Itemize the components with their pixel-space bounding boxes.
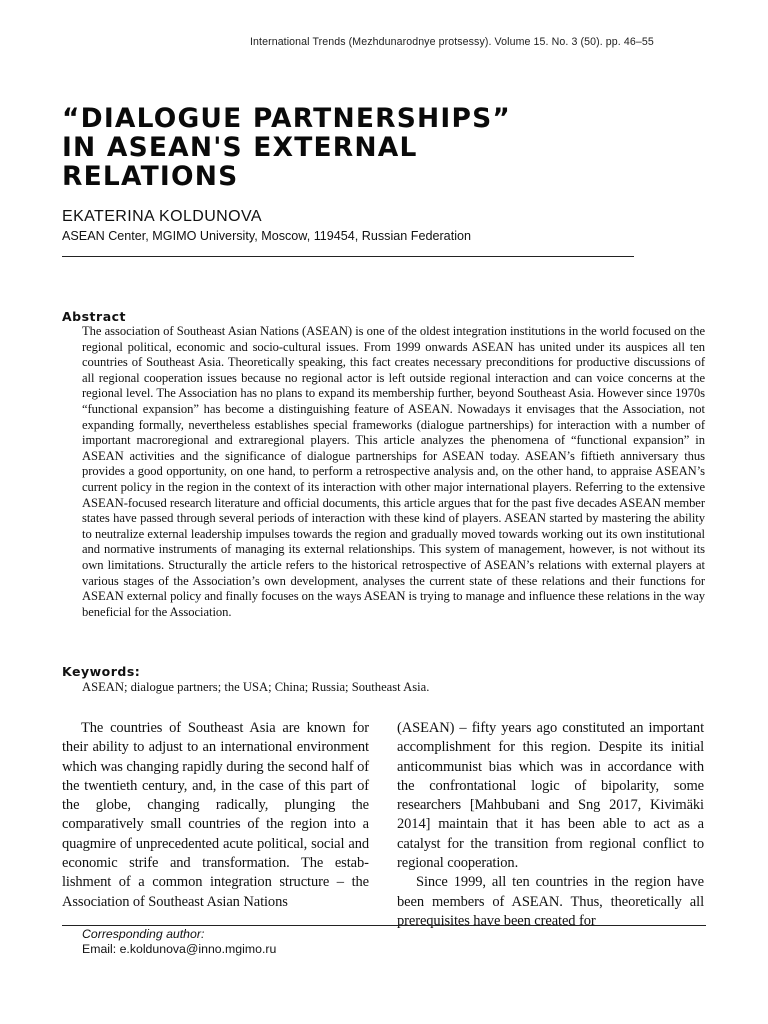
corresponding-author-label: Corresponding author:: [82, 927, 205, 941]
abstract-text: The association of Southeast Asian Nations (ASEAN) is one of the oldest integration institutions in the world focused on the regional political, economic and socio-cultural issues. From 1999 onwards ASEAN has united under its auspices all ten countries of Southeast Asia. Theoretically speaking, this fact creates necessary preconditions for productive discussions of all regional cooperation issues because no regional actor is left outside regional interaction and can voice concerns at the regional level. The Association has no plans to expand its membership further, beyond Southeast Asia. However since 1970s “functional expansion” has become a distinguishing feature of ASEAN. Nowadays it envisages that the Association, not expanding formally, nevertheless establishes special frameworks (dialogue partnerships) for interaction with a number of important macroregional and extraregional players. This article analyzes the phenomena of “functional expansion” in ASEAN activities and the significance of dialogue partnerships for ASEAN today. ASEAN’s fiftieth anniversary thus provides a good opportunity, on one hand, to perform a retrospective analysis and, on the other hand, to appraise ASEAN’s current policy in the region in the context of its interaction with other major international players. Referring to the extensive ASEAN-focused research literature and official documents, this article argues that for the past five decades ASEAN member states have passed through several periods of interaction with these kind of players. ASEAN started by mastering the ability to neutralize external leadership impulses towards the region and gradually moved towards working out its own institutional and normative instruments of managing its external relationships. This system of management, however, is not without its own limitations. Structurally the article refers to the historical retrospective of ASEAN’s relations with external players at various stages of the Association’s own development, analyses the current state of these relations and their functions for ASEAN external policy and finally focuses on the ways ASEAN is trying to manage and influence these relations in the way beneficial for the Association.: [82, 324, 705, 619]
body-paragraph: The countries of Southeast Asia are known for their ability to adjust to an international environment which was changing rapidly during the second half of the twentieth century, and, in the case of this part of the globe, changing radically, plunging the comparatively small countries of the region into a quagmire of unprecedented acute political, social and economic strife and transformation. The establishment of a common integration structure – the Association of Southeast Asian Nations: [62, 720, 369, 910]
body-paragraph: (ASEAN) – fifty years ago constituted an important accomplishment for this region. Despite its initial anticommunist bias which was in accordance with the confrontational logic of bipolarity, some researchers [Mahbubani and Sng 2017, Kivimäki 2014] maintain that it has been able to act as a catalyst for the transition from regional conflict to regional cooperation.: [397, 720, 704, 872]
title-line: IN ASEAN'S EXTERNAL: [62, 132, 418, 163]
journal-header: International Trends (Mezhdunarodnye protsessy). Volume 15. No. 3 (50). pp. 46–55: [250, 36, 654, 48]
abstract-heading: Abstract: [62, 309, 127, 324]
title-line: RELATIONS: [62, 161, 239, 192]
footnote: [82, 927, 276, 957]
body-column-left: [62, 719, 369, 912]
body-paragraph: Since 1999, all ten countries in the region have been members of ASEAN. Thus, theoretically all prerequisites have been created for: [397, 874, 704, 929]
header-divider: [62, 256, 634, 257]
author-name: EKATERINA KOLDUNOVA: [62, 208, 262, 225]
keywords-heading: Keywords:: [62, 664, 141, 679]
footnote-divider: [62, 925, 706, 926]
keywords-text: ASEAN; dialogue partners; the USA; China; Russia; Southeast Asia.: [82, 680, 430, 694]
author-email: Email: e.koldunova@inno.mgimo.ru: [82, 942, 277, 956]
body-column-right: [397, 719, 704, 931]
author-affiliation: ASEAN Center, MGIMO University, Moscow, 119454, Russian Federation: [62, 229, 471, 243]
title-line: “DIALOGUE PARTNERSHIPS”: [62, 103, 511, 134]
article-title: [62, 104, 702, 191]
